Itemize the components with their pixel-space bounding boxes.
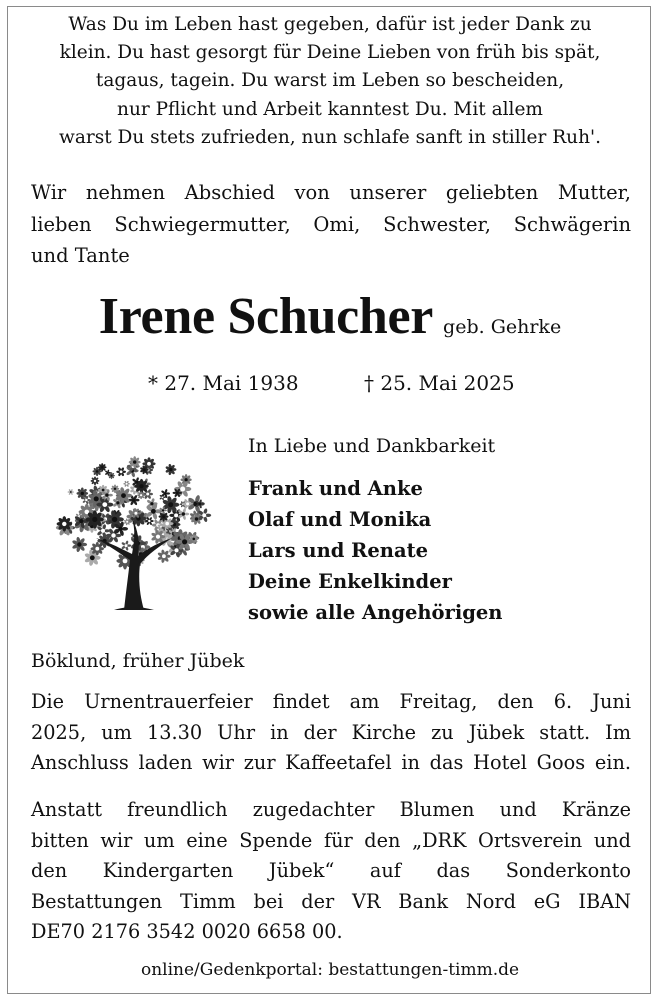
blossom <box>165 464 176 476</box>
obituary-notice <box>7 6 651 994</box>
donation-paragraph <box>31 795 631 948</box>
mourner-entry: Olaf und Monika <box>248 508 432 531</box>
blossom <box>86 510 104 528</box>
mourner-entry: sowie alle Angehörigen <box>248 601 503 624</box>
poem-line: klein. Du hast gesorgt für Deine Lieben von früh bis spät, <box>59 42 601 64</box>
blossom <box>91 477 100 486</box>
blossom <box>157 549 171 563</box>
poem-line: tagaus, tagein. Du warst im Leben so bescheiden, <box>95 70 565 92</box>
ceremony-paragraph <box>31 687 631 779</box>
blossom <box>108 472 115 479</box>
blossom <box>137 491 145 499</box>
donation-line: Bestattungen Timm bei der VR Bank Nord eG IBAN <box>31 889 631 913</box>
thanks-line: In Liebe und Dankbarkeit <box>248 435 496 457</box>
mourner-entry: Frank und Anke <box>248 477 423 500</box>
intro-line: Wir nehmen Abschied von unserer geliebten Mutter, <box>31 181 631 204</box>
donation-line: den Kindergarten Jübek“ auf das Sonderkonto <box>31 859 631 882</box>
deceased-name: Irene Schucher <box>98 288 434 345</box>
donation-line: Anstatt freundlich zugedachter Blumen und Kränze <box>31 798 631 821</box>
maiden-name: geb. Gehrke <box>443 316 562 338</box>
donation-line: bitten wir um eine Spende für den „DRK Ortsverein und <box>31 828 631 852</box>
intro-line: lieben Schwiegermutter, Omi, Schwester, Schwägerin <box>31 212 631 236</box>
farewell-intro <box>31 177 631 272</box>
blossom <box>77 488 89 500</box>
poem-line: warst Du stets zufrieden, nun schlafe sanft in stiller Ruh'. <box>59 126 601 148</box>
poem-line: Was Du im Leben hast gegeben, dafür ist jeder Dank zu <box>68 14 592 35</box>
ceremony-line: Anschluss laden wir zur Kaffeetafel in das Hotel Goos ein. <box>31 751 631 774</box>
poem-line: nur Pflicht und Arbeit kanntest Du. Mit allem <box>117 98 543 120</box>
donation-line: DE70 2176 3542 0020 6658 00. <box>31 920 343 943</box>
blossom <box>129 456 141 468</box>
blossom <box>72 537 87 553</box>
blossom <box>57 516 73 532</box>
death-date: † 25. Mai 2025 <box>364 371 515 395</box>
ceremony-line: Die Urnentrauerfeier findet am Freitag, den 6. Juni <box>31 690 631 713</box>
memorial-poem <box>28 11 632 152</box>
mourner-entry: Deine Enkelkinder <box>248 570 452 593</box>
mourners-list <box>248 473 502 628</box>
blossom <box>116 467 126 477</box>
birth-date: * 27. Mai 1938 <box>148 371 299 395</box>
deceased-name-row <box>8 287 652 346</box>
blossom <box>121 540 131 551</box>
flower-tree-drawing <box>48 452 218 612</box>
flower-tree-icon <box>48 452 218 612</box>
intro-line: und Tante <box>31 244 130 267</box>
ceremony-line: 2025, um 13.30 Uhr in der Kirche zu Jübek statt. Im <box>31 720 631 744</box>
place-line: Böklund, früher Jübek <box>31 650 245 672</box>
blossom <box>123 481 130 488</box>
mourner-entry: Lars und Renate <box>248 539 429 562</box>
memorial-portal-footer: online/Gedenkportal: bestattungen-timm.de <box>140 960 520 980</box>
blossom <box>98 463 107 472</box>
blossom <box>68 489 75 495</box>
